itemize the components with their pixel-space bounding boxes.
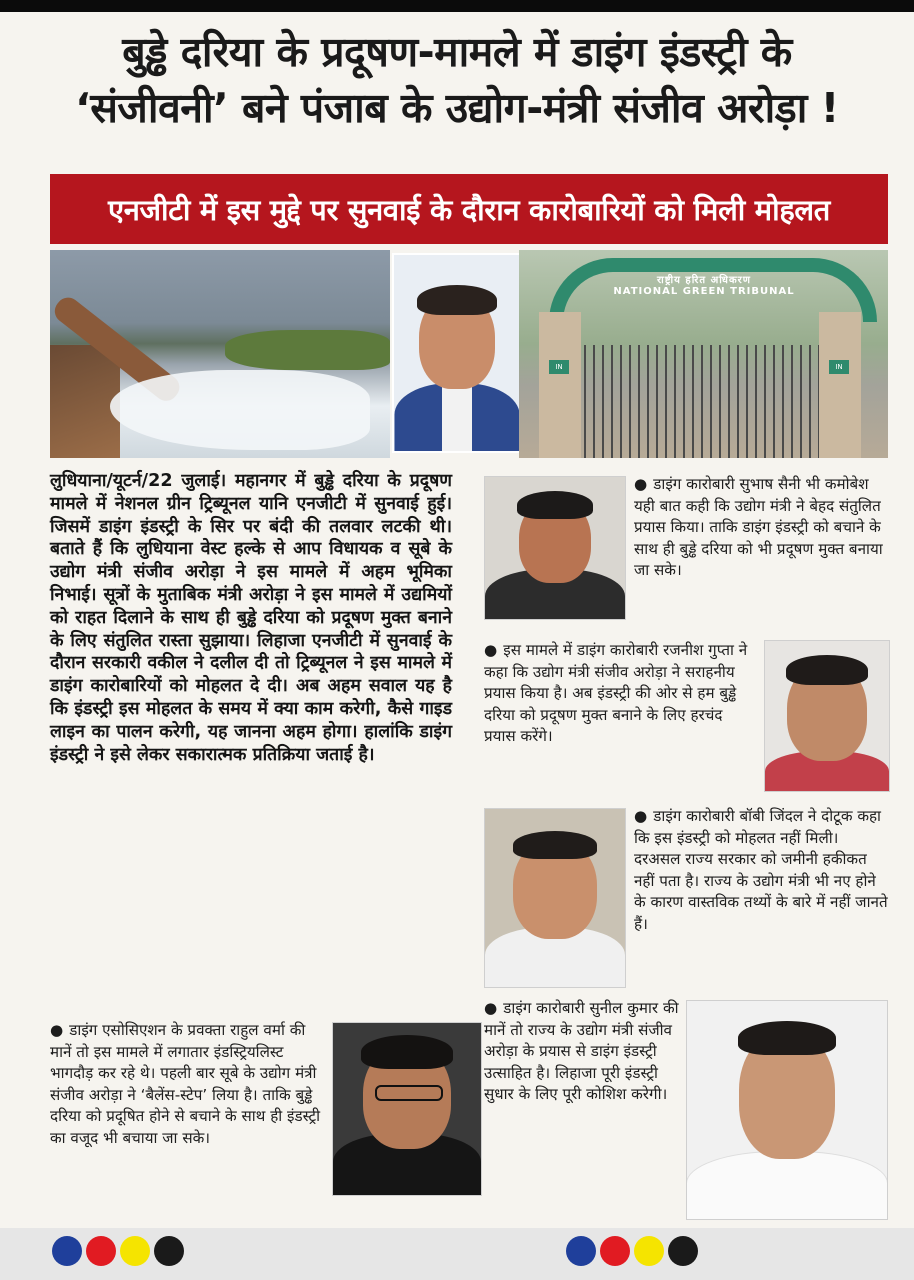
quote-bobby-text: डाइंग कारोबारी बॉबी जिंदल ने दोटूक कहा कि इस इंडस्ट्री को मोहलत नहीं मिली। दरअसल राज्य सरकार को जमीनी हकीकत नहीं पता है। राज्य के उद्योग मंत्री भी नए होने के कारण वास्तविक तथ्यों के बारे में नहीं जानते हैं।	[634, 807, 888, 933]
photo-hair	[513, 831, 597, 859]
subhash-saini-photo	[484, 476, 626, 620]
gate-pillar-right	[819, 312, 861, 458]
river-bank	[50, 345, 120, 458]
footer-dots-right	[566, 1236, 698, 1266]
tribunal-sign-english: NATIONAL GREEN TRIBUNAL	[613, 286, 795, 297]
gate-sign-right: IN	[829, 360, 849, 374]
footer-dots-left	[52, 1236, 184, 1266]
quote-subhash-text: डाइंग कारोबारी सुभाष सैनी भी कमोबेश यही बात कही कि उद्योग मंत्री ने बेहद संतुलित प्रयास किया। ताकि डाइंग इंडस्ट्री को बचाने के साथ ही बुड्ढे दरिया को भी प्रदूषण मुक्त बनाया जा सके।	[634, 475, 883, 580]
bullet-icon: ●	[484, 999, 498, 1017]
bullet-icon: ●	[50, 1021, 64, 1039]
sunil-kumar-photo	[686, 1000, 888, 1220]
quote-sunil-kumar	[484, 998, 684, 1106]
blue-dot-icon	[52, 1236, 82, 1266]
portrait-hair	[417, 285, 497, 315]
quote-rahul-text: डाइंग एसोसिएशन के प्रवक्ता राहुल वर्मा की मानें तो इस मामले में लगातार इंडस्ट्रियलिस्ट भागदौड़ कर रहे थे। पहली बार सूबे के उद्योग मंत्री संजीव अरोड़ा ने ‘बैलेंस-स्टेप’ लिया है। ताकि बुड्ढे दरिया को प्रदूषित होने से बचाने के साथ ही इंडस्ट्री का वजूद भी बचाया जा सके।	[50, 1021, 321, 1147]
headline	[30, 24, 884, 136]
lead-article-text: लुधियाना/यूटर्न/22 जुलाई। महानगर में बुड्ढे दरिया के प्रदूषण मामले में नेशनल ग्रीन ट्रिब्यूनल यानि एनजीटी में सुनवाई हुई। जिसमें डाइंग इंडस्ट्री के सिर पर बंदी की तलवार लटकी थी। बताते हैं कि लुधियाना वेस्ट हल्के से आप विधायक व सूबे के उद्योग मंत्री संजीव अरोड़ा ने इस मामले में अहम भूमिका निभाई। सूत्रों के मुताबिक मंत्री अरोड़ा ने इस मामले में उद्यमियों को राहत दिलाने के साथ ही बुड्ढे दरिया को प्रदूषण मुक्त बनाने के लिए संतुलित रास्ता सुझाया। लिहाजा एनजीटी में सुनवाई के दौरान सरकारी वकील ने दलील दी तो ट्रिब्यूनल ने इस मामले में डाइंग कारोबारियों को मोहलत दे दी। अब अहम सवाल यह है कि इंडस्ट्री इस मोहलत के समय में क्या काम करेगी, कैसे गाइड लाइन का पालन करेगी, यह जानना अहम होगा। हालांकि डाइंग इंडस्ट्री ने इसे लेकर सकारात्मक प्रतिक्रिया जताई है।	[50, 471, 452, 765]
photo-hair	[361, 1035, 453, 1069]
photo-hair	[517, 491, 593, 519]
top-bar	[0, 0, 914, 12]
glasses	[375, 1085, 443, 1101]
foam-water	[110, 370, 370, 450]
rajneesh-gupta-photo	[764, 640, 890, 792]
tribunal-sign-text	[589, 272, 819, 297]
quote-subhash-saini	[634, 474, 888, 582]
black-dot-icon	[154, 1236, 184, 1266]
vegetation-patch	[225, 330, 390, 370]
headline-line-1: बुड्ढे दरिया के प्रदूषण-मामले में डाइंग इंडस्ट्री के	[122, 28, 792, 76]
black-dot-icon	[668, 1236, 698, 1266]
gate-sign-left: IN	[549, 360, 569, 374]
bullet-icon: ●	[634, 475, 648, 493]
quote-rajneesh-text: इस मामले में डाइंग कारोबारी रजनीश गुप्ता ने कहा कि उद्योग मंत्री संजीव अरोड़ा ने सराहनीय प्रयास किया है। अब इंडस्ट्री की ओर से हम बुड्ढे दरिया को प्रदूषण मुक्त बनाने के लिए हरचंद प्रयास करेंगे।	[484, 641, 748, 746]
red-dot-icon	[600, 1236, 630, 1266]
bullet-icon: ●	[484, 641, 498, 659]
yellow-dot-icon	[120, 1236, 150, 1266]
quote-sunil-text: डाइंग कारोबारी सुनील कुमार की मानें तो राज्य के उद्योग मंत्री संजीव अरोड़ा के प्रयास से डाइंग इंडस्ट्री उत्साहित है। लिहाजा पूरी इंडस्ट्री सुधार के लिए पूरी कोशिश करेगी।	[484, 999, 679, 1104]
portrait-shirt	[442, 387, 472, 453]
rahul-verma-photo	[332, 1022, 482, 1196]
quote-bobby-jindal	[634, 806, 888, 936]
bullet-icon: ●	[634, 807, 648, 825]
photo-hair	[786, 655, 868, 685]
yellow-dot-icon	[634, 1236, 664, 1266]
red-dot-icon	[86, 1236, 116, 1266]
quote-rajneesh-gupta	[484, 640, 752, 748]
subheadline-banner: एनजीटी में इस मुद्दे पर सुनवाई के दौरान कारोबारियों को मिली मोहलत	[50, 174, 888, 244]
tribunal-gate-photo	[519, 250, 888, 458]
gate-pillar-left	[539, 312, 581, 458]
river-pollution-photo	[50, 250, 390, 458]
quote-rahul-verma	[50, 1020, 330, 1150]
tribunal-gate	[584, 345, 819, 458]
photo-hair	[738, 1021, 836, 1055]
bobby-jindal-photo	[484, 808, 626, 988]
photo-body	[686, 1151, 888, 1220]
blue-dot-icon	[566, 1236, 596, 1266]
tribunal-sign-hindi: राष्ट्रीय हरित अधिकरण	[657, 275, 751, 286]
minister-portrait	[392, 253, 521, 453]
headline-line-2: ‘संजीवनी’ बने पंजाब के उद्योग-मंत्री संजीव अरोड़ा !	[75, 84, 839, 132]
